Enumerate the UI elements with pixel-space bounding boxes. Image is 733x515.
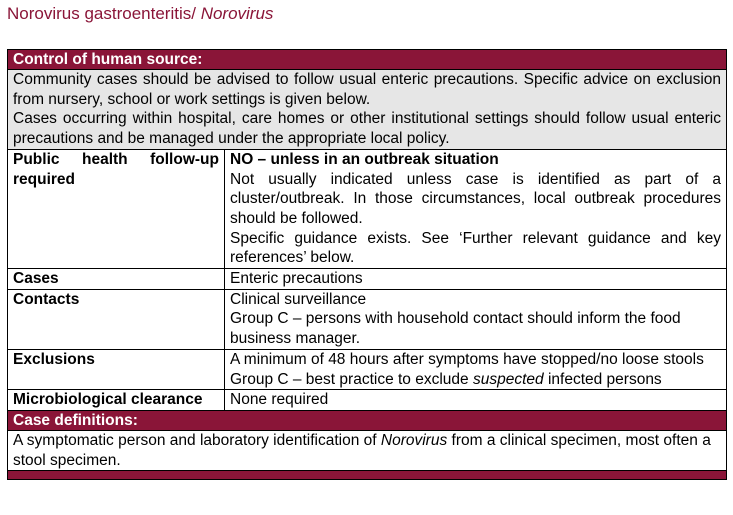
section-header-case-definitions <box>8 410 727 430</box>
title-text: Norovirus gastroenteritis/ <box>7 4 201 23</box>
control-para-1: Community cases should be advised to follow usual enteric precautions. Specific advice on exclusion from nursery, school or work settings is given below. <box>13 71 721 108</box>
followup-line-1: Not usually indicated unless case is identified as part of a cluster/outbreak. In those circumstances, local outbreak procedures should be followed. <box>230 170 721 227</box>
case-def-organism: Norovirus <box>380 431 448 449</box>
contacts-line-2: Group C – persons with household contact should inform the food business manager. <box>230 310 681 348</box>
exclusions-value <box>225 349 727 389</box>
followup-line-2: Specific guidance exists. See ‘Further relevant guidance and key references’ below. <box>230 229 721 267</box>
exclusions-row <box>8 349 727 389</box>
clearance-value: None required <box>225 390 727 411</box>
contacts-line-1: Clinical surveillance <box>230 290 367 308</box>
exclusions-line-2-post: infected persons <box>543 370 662 388</box>
clearance-label: Microbiological clearance <box>8 390 225 411</box>
case-def-post: from a clinical specimen, most often a stool specimen. <box>13 431 711 469</box>
control-text <box>8 70 727 150</box>
page-title <box>7 4 273 24</box>
control-para-2: Cases occurring within hospital, care homes or other institutional settings should follow usual enteric precautions and be managed under the appropriate local policy. <box>13 110 721 148</box>
case-definitions-text <box>8 430 727 470</box>
contacts-row <box>8 289 727 349</box>
exclusions-line-1: A minimum of 48 hours after symptoms have stopped/no loose stools <box>230 350 704 368</box>
followup-label: Public health follow-up required <box>8 149 225 268</box>
guidance-table <box>7 49 727 480</box>
exclusions-line-2-pre: Group C – best practice to exclude <box>230 370 473 388</box>
contacts-label: Contacts <box>8 289 225 349</box>
exclusions-label: Exclusions <box>8 349 225 389</box>
control-text-row <box>8 70 727 150</box>
control-heading: Control of human source: <box>8 50 727 70</box>
contacts-value <box>225 289 727 349</box>
case-definitions-heading: Case definitions: <box>8 410 727 430</box>
exclusions-line-2-italic: suspected <box>472 370 544 388</box>
exclusions-line-2 <box>230 370 721 390</box>
cases-row <box>8 269 727 290</box>
followup-row <box>8 149 727 268</box>
case-def-pre: A symptomatic person and laboratory identification of <box>13 431 381 449</box>
section-header-control <box>8 50 727 70</box>
next-section-bar <box>8 471 727 480</box>
clearance-row <box>8 390 727 411</box>
next-section-header-cutoff <box>8 471 727 480</box>
followup-value <box>225 149 727 268</box>
cases-label: Cases <box>8 269 225 290</box>
title-organism: Norovirus <box>200 4 274 23</box>
case-definitions-row <box>8 430 727 470</box>
followup-headline: NO – unless in an outbreak situation <box>230 150 499 168</box>
cases-value: Enteric precautions <box>225 269 727 290</box>
